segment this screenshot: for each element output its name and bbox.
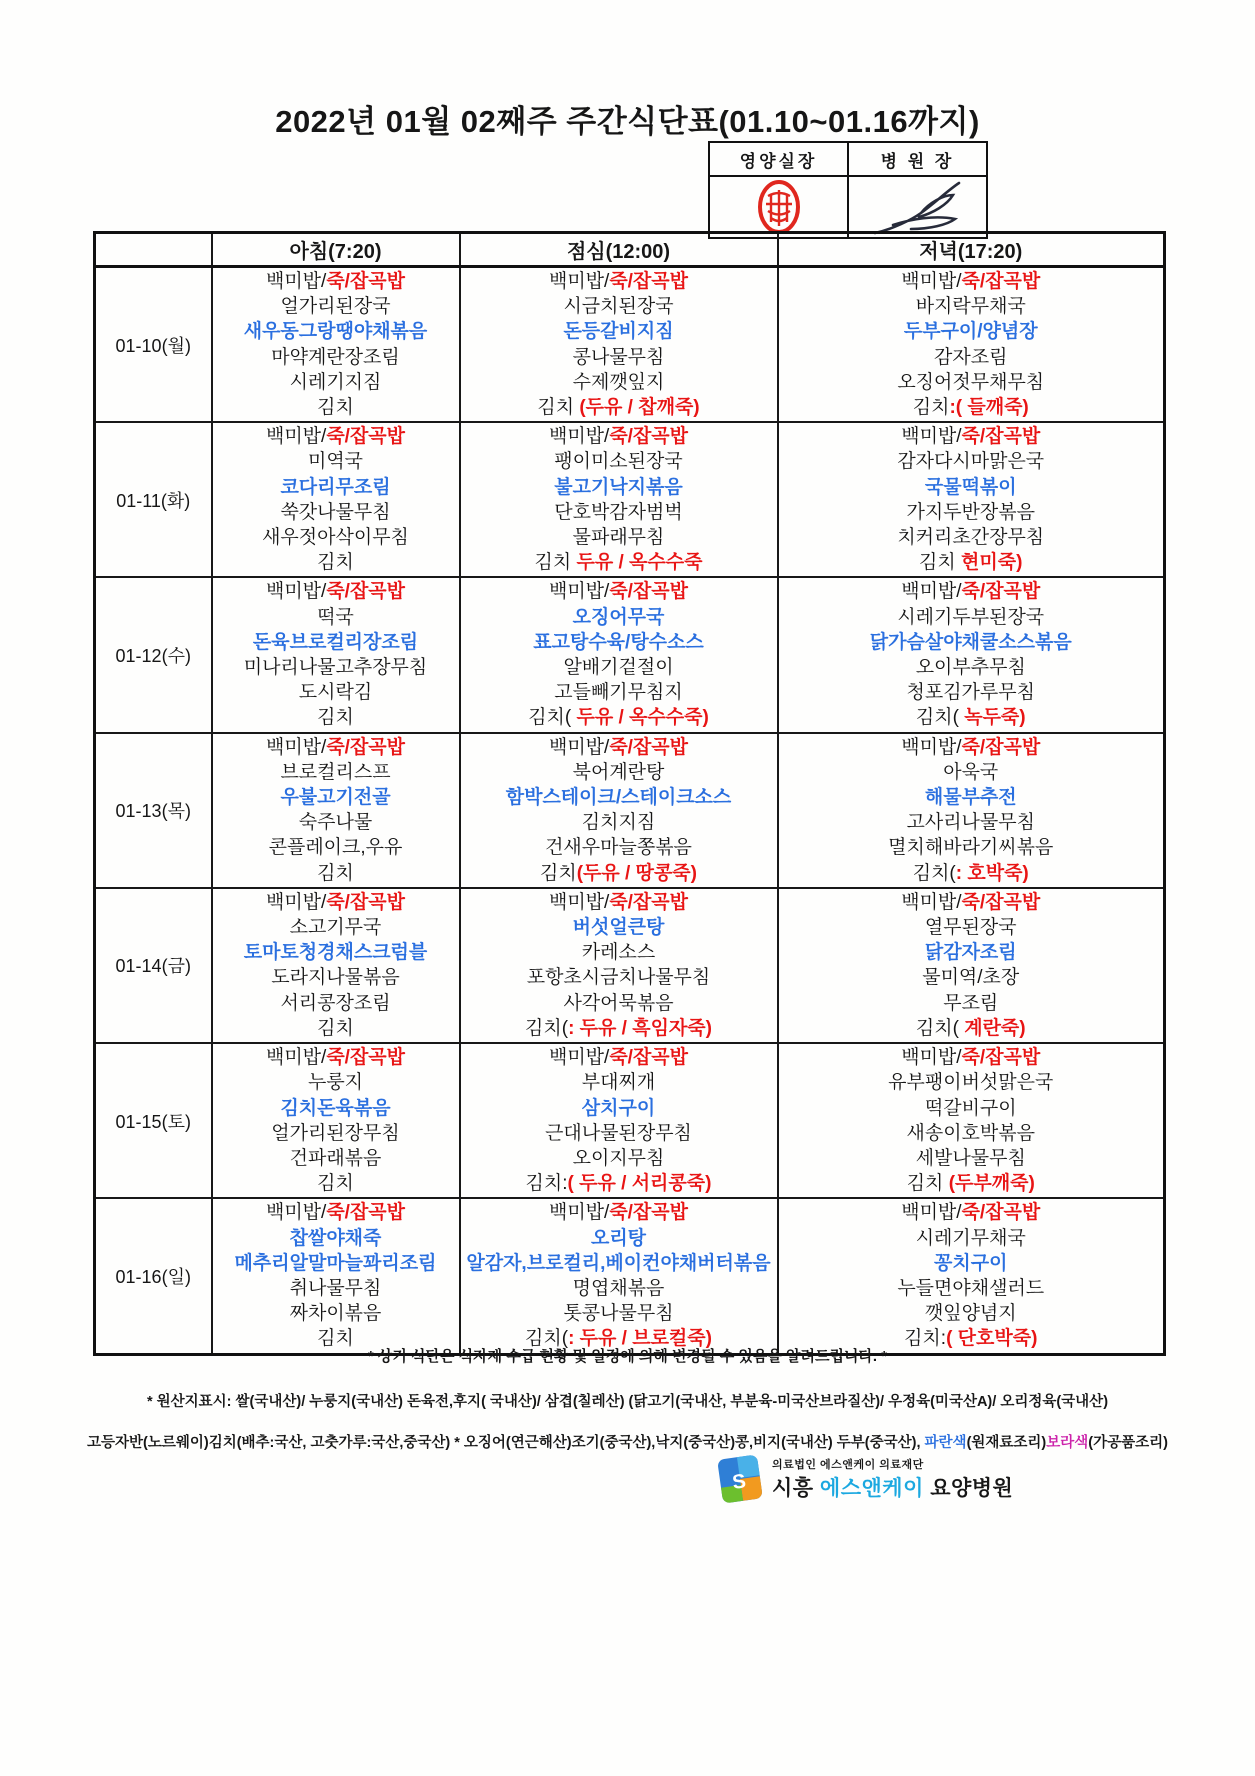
menu-item: 무조림	[943, 992, 999, 1014]
meal-cell-breakfast	[212, 733, 460, 888]
menu-item: 김치	[317, 707, 354, 729]
signature-box-director-head: 병 원 장	[848, 142, 987, 176]
menu-item: 고들빼기무침지	[554, 682, 683, 704]
menu-item: 톳콩나물무침	[563, 1303, 674, 1325]
menu-item: 버섯얼큰탕	[572, 917, 665, 939]
date-cell: 01-13(목)	[95, 733, 212, 888]
menu-item: 김치(: 호박죽)	[912, 862, 1029, 884]
menu-item: 돈육브로컬리장조림	[252, 631, 419, 653]
menu-item: 고사리나물무침	[906, 812, 1035, 834]
menu-item: 물파래무침	[572, 527, 665, 549]
menu-item: 김치( 녹두죽)	[915, 707, 1026, 729]
menu-day-row	[95, 577, 1165, 732]
menu-item: 백미밥/죽/잡곡밥	[265, 891, 406, 913]
menu-item: 쑥갓나물무침	[280, 501, 391, 523]
menu-item: 도시락김	[298, 682, 373, 704]
menu-item: 시레기두부된장국	[897, 606, 1045, 628]
menu-item: 멸치해바라기씨볶음	[888, 837, 1054, 859]
menu-day-row	[95, 1198, 1165, 1354]
menu-item: 돈등갈비지짐	[563, 321, 674, 343]
hospital-name-type: 요양병원	[923, 1477, 1014, 1500]
menu-item: 김치( 계란죽)	[915, 1017, 1026, 1039]
menu-item: 백미밥/죽/잡곡밥	[901, 1047, 1041, 1069]
meal-cell-lunch	[460, 733, 778, 888]
menu-item: 백미밥/죽/잡곡밥	[548, 1202, 689, 1224]
menu-item: 백미밥/죽/잡곡밥	[265, 271, 406, 292]
menu-header-row	[95, 233, 1165, 267]
menu-item: 백미밥/죽/잡곡밥	[265, 581, 406, 603]
menu-item: 김치	[317, 552, 354, 574]
menu-item: 코다리무조림	[280, 476, 391, 498]
menu-item: 김치	[317, 1328, 354, 1350]
menu-item: 콘플레이크,우유	[268, 837, 403, 859]
menu-item: 오징어무국	[572, 606, 665, 628]
menu-item: 백미밥/죽/잡곡밥	[901, 891, 1041, 913]
menu-item: 백미밥/죽/잡곡밥	[901, 1202, 1041, 1224]
menu-item: 단호박감자범벅	[554, 501, 683, 523]
menu-item: 새송이호박볶음	[906, 1122, 1035, 1144]
menu-item: 소고기무국	[289, 917, 382, 939]
meal-cell-dinner	[778, 1043, 1165, 1198]
menu-item: 백미밥/죽/잡곡밥	[548, 426, 689, 448]
signature-box	[708, 141, 988, 239]
menu-item: 김치	[317, 862, 354, 884]
meal-cell-dinner	[778, 577, 1165, 732]
meal-cell-lunch	[460, 888, 778, 1043]
menu-item: 유부팽이버섯맑은국	[888, 1072, 1054, 1094]
menu-item: 수제깻잎지	[572, 371, 665, 393]
date-cell: 01-16(일)	[95, 1198, 212, 1354]
menu-table-body	[95, 267, 1165, 1355]
menu-item: 김치 두유 / 옥수수죽	[534, 552, 703, 574]
menu-item: 김치 현미죽)	[919, 552, 1023, 574]
menu-item: 감자조림	[934, 346, 1008, 368]
menu-item: 서리콩장조림	[280, 992, 391, 1014]
menu-item: 오리탕	[590, 1227, 647, 1249]
hospital-name-brand: 에스앤케이	[819, 1477, 924, 1500]
signature-box-nutrition-cell	[709, 176, 848, 238]
menu-item: 누룽지	[307, 1072, 364, 1094]
menu-item: 백미밥/죽/잡곡밥	[548, 271, 689, 292]
menu-item: 김치 (두유 / 찹깨죽)	[537, 397, 700, 419]
meal-cell-lunch	[460, 1043, 778, 1198]
menu-item: 근대나물된장무침	[545, 1122, 692, 1144]
date-cell: 01-15(토)	[95, 1043, 212, 1198]
hospital-foundation-name: 의료법인 에스앤케이 의료재단	[772, 1459, 924, 1471]
page-title: 2022년 01월 02째주 주간식단표(01.10~01.16까지)	[275, 104, 980, 139]
hospital-name-city: 시흥	[772, 1477, 820, 1500]
menu-item: 김치	[317, 1173, 354, 1195]
menu-item: 닭감자조림	[924, 942, 1017, 964]
menu-item: 시레기무채국	[915, 1227, 1026, 1249]
menu-item: 김치(두유 / 땅콩죽)	[540, 862, 697, 884]
date-cell: 01-12(수)	[95, 577, 212, 732]
menu-item: 짜차이볶음	[289, 1303, 382, 1325]
menu-item: 누들면야채샐러드	[897, 1277, 1045, 1299]
handwritten-signature-icon	[863, 179, 973, 235]
footnote-origin-line2	[40, 1431, 1215, 1452]
meal-cell-lunch	[460, 1198, 778, 1354]
menu-header-breakfast: 아침(7:20)	[212, 233, 460, 267]
menu-item: 바지락무채국	[915, 296, 1026, 318]
menu-item: 알배기겉절이	[563, 657, 674, 679]
menu-item: 해물부추전	[924, 787, 1017, 809]
menu-item: 백미밥/죽/잡곡밥	[901, 581, 1041, 603]
menu-item: 백미밥/죽/잡곡밥	[265, 1202, 406, 1224]
menu-item: 새우젓아삭이무침	[262, 527, 409, 549]
menu-item: 아욱국	[943, 761, 999, 783]
meal-cell-lunch	[460, 267, 778, 423]
footnote-origin-line2-text: 고등자반(노르웨이)김치(배추:국산, 고춧가루:국산,중국산) * 오징어(연근해산)조기(중국산),낙지(중국산)콩,비지(국내산) 두부(중국산), 파란색(원재료조리)보라색(가공품조리)	[86, 1435, 1168, 1451]
menu-item: 백미밥/죽/잡곡밥	[901, 426, 1041, 448]
menu-item: 북어계란탕	[572, 761, 665, 783]
menu-header-corner	[95, 233, 212, 267]
meal-cell-lunch	[460, 577, 778, 732]
menu-item: 명엽채볶음	[572, 1277, 665, 1299]
menu-item: 시레기지짐	[289, 371, 382, 393]
menu-item: 꽁치구이	[934, 1252, 1008, 1274]
menu-item: 시금치된장국	[563, 296, 674, 318]
menu-item: 백미밥/죽/잡곡밥	[901, 271, 1041, 292]
menu-item: 국물떡볶이	[924, 476, 1017, 498]
meal-cell-dinner	[778, 733, 1165, 888]
menu-item: 마약계란장조림	[271, 346, 400, 368]
menu-item: 취나물무침	[289, 1277, 382, 1299]
menu-item: 부대찌개	[581, 1072, 656, 1094]
hospital-logo-text	[772, 1456, 1013, 1502]
menu-item: 백미밥/죽/잡곡밥	[548, 581, 689, 603]
menu-item: 숙주나물	[298, 812, 373, 834]
hospital-name	[772, 1472, 1013, 1502]
menu-item: 치커리초간장무침	[897, 527, 1045, 549]
menu-day-row	[95, 267, 1165, 423]
menu-item: 김치	[317, 1017, 354, 1039]
menu-header-lunch: 점심(12:00)	[460, 233, 778, 267]
date-cell: 01-11(화)	[95, 422, 212, 577]
menu-item: 삼치구이	[581, 1097, 656, 1119]
menu-item: 김치(: 두유 / 브로컬죽)	[525, 1328, 712, 1350]
menu-header-dinner: 저녁(17:20)	[778, 233, 1165, 267]
menu-item: 청포김가루무침	[906, 682, 1035, 704]
menu-item: 김치:( 단호박죽)	[904, 1328, 1038, 1350]
signature-box-director-cell	[848, 176, 987, 238]
meal-cell-dinner	[778, 267, 1165, 423]
menu-item: 건새우마늘쫑볶음	[545, 837, 692, 859]
menu-item: 깻잎양념지	[924, 1303, 1017, 1325]
meal-cell-dinner	[778, 888, 1165, 1043]
menu-item: 김치지짐	[581, 812, 656, 834]
menu-item: 우불고기전골	[280, 787, 391, 809]
menu-item: 메추리알말마늘꽈리조림	[234, 1252, 437, 1274]
meal-cell-dinner	[778, 1198, 1165, 1354]
menu-item: 백미밥/죽/잡곡밥	[548, 736, 689, 758]
menu-item: 물미역/초장	[922, 967, 1020, 989]
meal-cell-breakfast	[212, 1043, 460, 1198]
hospital-logo	[715, 1452, 1013, 1506]
menu-day-row	[95, 888, 1165, 1043]
menu-item: 가지두반장볶음	[906, 501, 1035, 523]
menu-item: 오징어젓무채무침	[897, 371, 1045, 393]
menu-item: 김치 (두부깨죽)	[906, 1173, 1035, 1195]
date-cell: 01-14(금)	[95, 888, 212, 1043]
menu-item: 백미밥/죽/잡곡밥	[548, 1047, 689, 1069]
menu-item: 오이부추무침	[915, 657, 1026, 679]
footnote-change-notice: * 상기 식단은 식자재 수급 현황 및 일정에 의해 변경될 수 있음을 알려드립니다. *	[367, 1348, 888, 1365]
menu-item: 감자다시마맑은국	[897, 451, 1045, 473]
menu-item: 카레소스	[581, 942, 656, 964]
menu-item: 닭가슴살야채쿨소스볶음	[869, 631, 1072, 653]
menu-item: 알감자,브로컬리,베이컨야채버터볶음	[466, 1252, 771, 1274]
meal-cell-lunch	[460, 422, 778, 577]
menu-item: 얼가리된장무침	[271, 1122, 400, 1144]
menu-item: 백미밥/죽/잡곡밥	[265, 736, 406, 758]
menu-item: 토마토청경채스크럼블	[243, 942, 428, 964]
meal-cell-breakfast	[212, 422, 460, 577]
menu-item: 팽이미소된장국	[554, 451, 683, 473]
menu-item: 김치돈육볶음	[280, 1097, 391, 1119]
weekly-menu-table	[93, 231, 1166, 1356]
svg-text:S: S	[730, 1470, 748, 1494]
menu-item: 열무된장국	[924, 917, 1017, 939]
menu-item: 김치(: 두유 / 흑임자죽)	[525, 1017, 712, 1039]
menu-item: 사각어묵볶음	[563, 992, 674, 1014]
meal-cell-breakfast	[212, 267, 460, 423]
menu-day-row	[95, 733, 1165, 888]
menu-item: 김치:( 두유 / 서리콩죽)	[525, 1173, 712, 1195]
meal-cell-dinner	[778, 422, 1165, 577]
menu-item: 새우동그랑땡야채볶음	[243, 321, 428, 343]
menu-item: 표고탕수육/탕수소스	[533, 631, 704, 653]
menu-item: 포항초시금치나물무침	[526, 967, 711, 989]
red-seal-stamp-icon	[756, 180, 802, 234]
menu-item: 김치:( 들깨죽)	[912, 397, 1029, 419]
menu-item: 브로컬리스프	[280, 761, 391, 783]
menu-item: 오이지무침	[572, 1147, 665, 1169]
menu-item: 떡국	[317, 606, 354, 628]
menu-item: 도라지나물볶음	[271, 967, 400, 989]
date-cell: 01-10(월)	[95, 267, 212, 423]
footnote-origin-line1: * 원산지표시: 쌀(국내산)/ 누룽지(국내산) 돈육전,후지( 국내산)/ 삼겹(칠레산) (닭고기(국내산, 부분육-미국산브라질산)/ 우정육(미국산A)/ 오리정육(국내산)	[146, 1394, 1109, 1410]
menu-item: 얼가리된장국	[280, 296, 391, 318]
menu-item: 세발나물무침	[915, 1147, 1026, 1169]
meal-cell-breakfast	[212, 577, 460, 732]
menu-day-row	[95, 1043, 1165, 1198]
menu-item: 두부구이/양념장	[903, 321, 1038, 343]
menu-item: 건파래볶음	[289, 1147, 382, 1169]
menu-item: 함박스테이크/스테이크소스	[505, 787, 732, 809]
meal-cell-breakfast	[212, 888, 460, 1043]
menu-item: 불고기낙지볶음	[554, 476, 683, 498]
menu-item: 백미밥/죽/잡곡밥	[901, 736, 1041, 758]
menu-item: 백미밥/죽/잡곡밥	[265, 426, 406, 448]
menu-item: 미역국	[307, 451, 364, 473]
menu-day-row	[95, 422, 1165, 577]
signature-box-nutrition-head: 영양실장	[709, 142, 848, 176]
meal-cell-breakfast	[212, 1198, 460, 1354]
menu-item: 찹쌀야채죽	[289, 1227, 382, 1249]
menu-item: 떡갈비구이	[924, 1097, 1017, 1119]
menu-item: 백미밥/죽/잡곡밥	[548, 891, 689, 913]
menu-item: 미나리나물고추장무침	[243, 657, 428, 679]
menu-item: 김치( 두유 / 옥수수죽)	[528, 707, 709, 729]
menu-item: 콩나물무침	[572, 346, 665, 368]
hospital-logo-icon	[715, 1452, 765, 1506]
menu-item: 김치	[317, 397, 354, 419]
menu-item: 백미밥/죽/잡곡밥	[265, 1047, 406, 1069]
